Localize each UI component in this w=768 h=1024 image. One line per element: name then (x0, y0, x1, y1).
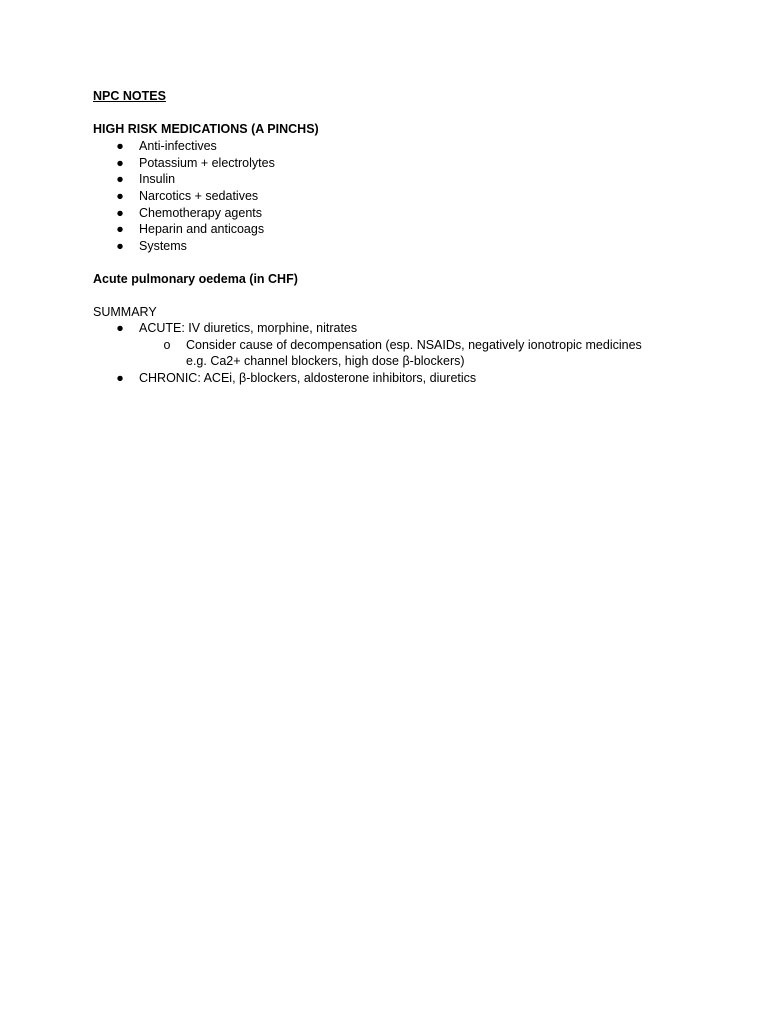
bullet-icon: ● (116, 239, 124, 253)
bullet-icon: ● (116, 172, 124, 186)
summary-label: SUMMARY (93, 305, 157, 319)
bullet-icon: ● (116, 206, 124, 220)
list-item-text: Systems (139, 239, 187, 253)
list-item-text: Heparin and anticoags (139, 222, 265, 236)
list-item-text: Anti-infectives (139, 139, 217, 153)
bullet-icon: ● (116, 321, 124, 335)
sub-list-item-text: Consider cause of decompensation (esp. NSAIDs, negatively ionotropic medicines (186, 338, 642, 352)
circle-bullet-icon: o (163, 338, 171, 352)
list-item-text: Potassium + electrolytes (139, 156, 275, 170)
bullet-icon: ● (116, 189, 124, 203)
bullet-icon: ● (116, 156, 124, 170)
bullet-icon: ● (116, 139, 124, 153)
list-item-text: Chemotherapy agents (139, 206, 262, 220)
high-risk-heading: HIGH RISK MEDICATIONS (A PINCHS) (93, 122, 319, 136)
bullet-icon: ● (116, 371, 124, 385)
sub-list-item-text: e.g. Ca2+ channel blockers, high dose β-blockers) (186, 354, 465, 368)
list-item-text: Insulin (139, 172, 176, 186)
bullet-icon: ● (116, 222, 124, 236)
section-heading: Acute pulmonary oedema (in CHF) (93, 272, 298, 286)
list-item-text: ACUTE: IV diuretics, morphine, nitrates (139, 321, 358, 335)
list-item-text: CHRONIC: ACEi, β-blockers, aldosterone inhibitors, diuretics (139, 371, 477, 385)
list-item-text: Narcotics + sedatives (139, 189, 259, 203)
document-title: NPC NOTES (93, 89, 166, 103)
